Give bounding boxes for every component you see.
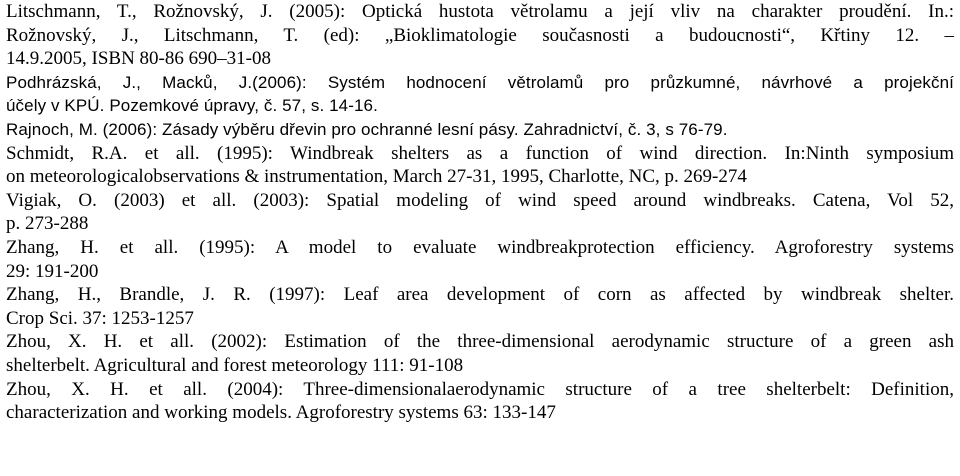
reference-line: Crop Sci. 37: 1253-1257 (6, 307, 194, 329)
reference-line: characterization and working models. Agroforestry systems 63: 133-147 (6, 402, 556, 424)
reference-line: Schmidt, R.A. et all. (1995): Windbreak shelters as a function of wind direction. In:Ninth symposium (6, 142, 954, 164)
reference-zhang-1995 (6, 236, 954, 283)
reference-podhrazska-2006 (6, 71, 954, 118)
reference-line: Zhou, X. H. et all. (2002): Estimation of the three-dimensional aerodynamic structure of a green ash (6, 331, 954, 353)
reference-line: 14.9.2005, ISBN 80-86 690–31-08 (6, 48, 271, 70)
reference-line: 29: 191-200 (6, 260, 99, 282)
reference-line: on meteorologicalobservations & instrumentation, March 27-31, 1995, Charlotte, NC, p. 269-274 (6, 166, 747, 188)
reference-schmidt-1995 (6, 142, 954, 189)
reference-litschmann-2005 (6, 0, 954, 71)
reference-line: p. 273-288 (6, 213, 89, 235)
reference-zhou-2002 (6, 330, 954, 377)
reference-line: Vigiak, O. (2003) et all. (2003): Spatial modeling of wind speed around windbreaks. Catena, Vol 52, (6, 189, 954, 211)
reference-line: Rožnovský, J., Litschmann, T. (ed): „Bioklimatologie současnosti a budoucnosti“, Křtiny 12. – (6, 24, 954, 46)
reference-rajnoch-2006 (6, 118, 954, 142)
reference-line: Zhang, H. et all. (1995): A model to evaluate windbreakprotection efficiency. Agroforestry systems (6, 236, 954, 258)
reference-line: Zhou, X. H. et all. (2004): Three-dimensionalaerodynamic structure of a tree shelterbelt: Definition, (6, 378, 954, 400)
reference-zhang-brandle-1997 (6, 283, 954, 330)
reference-line: účely v KPÚ. Pozemkové úpravy, č. 57, s. 14-16. (6, 96, 378, 116)
reference-line: Zhang, H., Brandle, J. R. (1997): Leaf area development of corn as affected by windbreak shelter. (6, 284, 954, 306)
reference-line: Rajnoch, M. (2006): Zásady výběru dřevin pro ochranné lesní pásy. Zahradnictví, č. 3, s 76-79. (6, 119, 728, 139)
reference-line: shelterbelt. Agricultural and forest meteorology 111: 91-108 (6, 354, 464, 376)
reference-zhou-2004 (6, 378, 954, 425)
reference-vigiak-2003 (6, 189, 954, 236)
reference-line: Litschmann, T., Rožnovský, J. (2005): Optická hustota větrolamu a její vliv na charakter proudění. In.: (6, 1, 954, 22)
reference-line: Podhrázská, J., Macků, J.(2006): Systém hodnocení větrolamů pro průzkumné, návrhové a projekční (6, 72, 954, 92)
